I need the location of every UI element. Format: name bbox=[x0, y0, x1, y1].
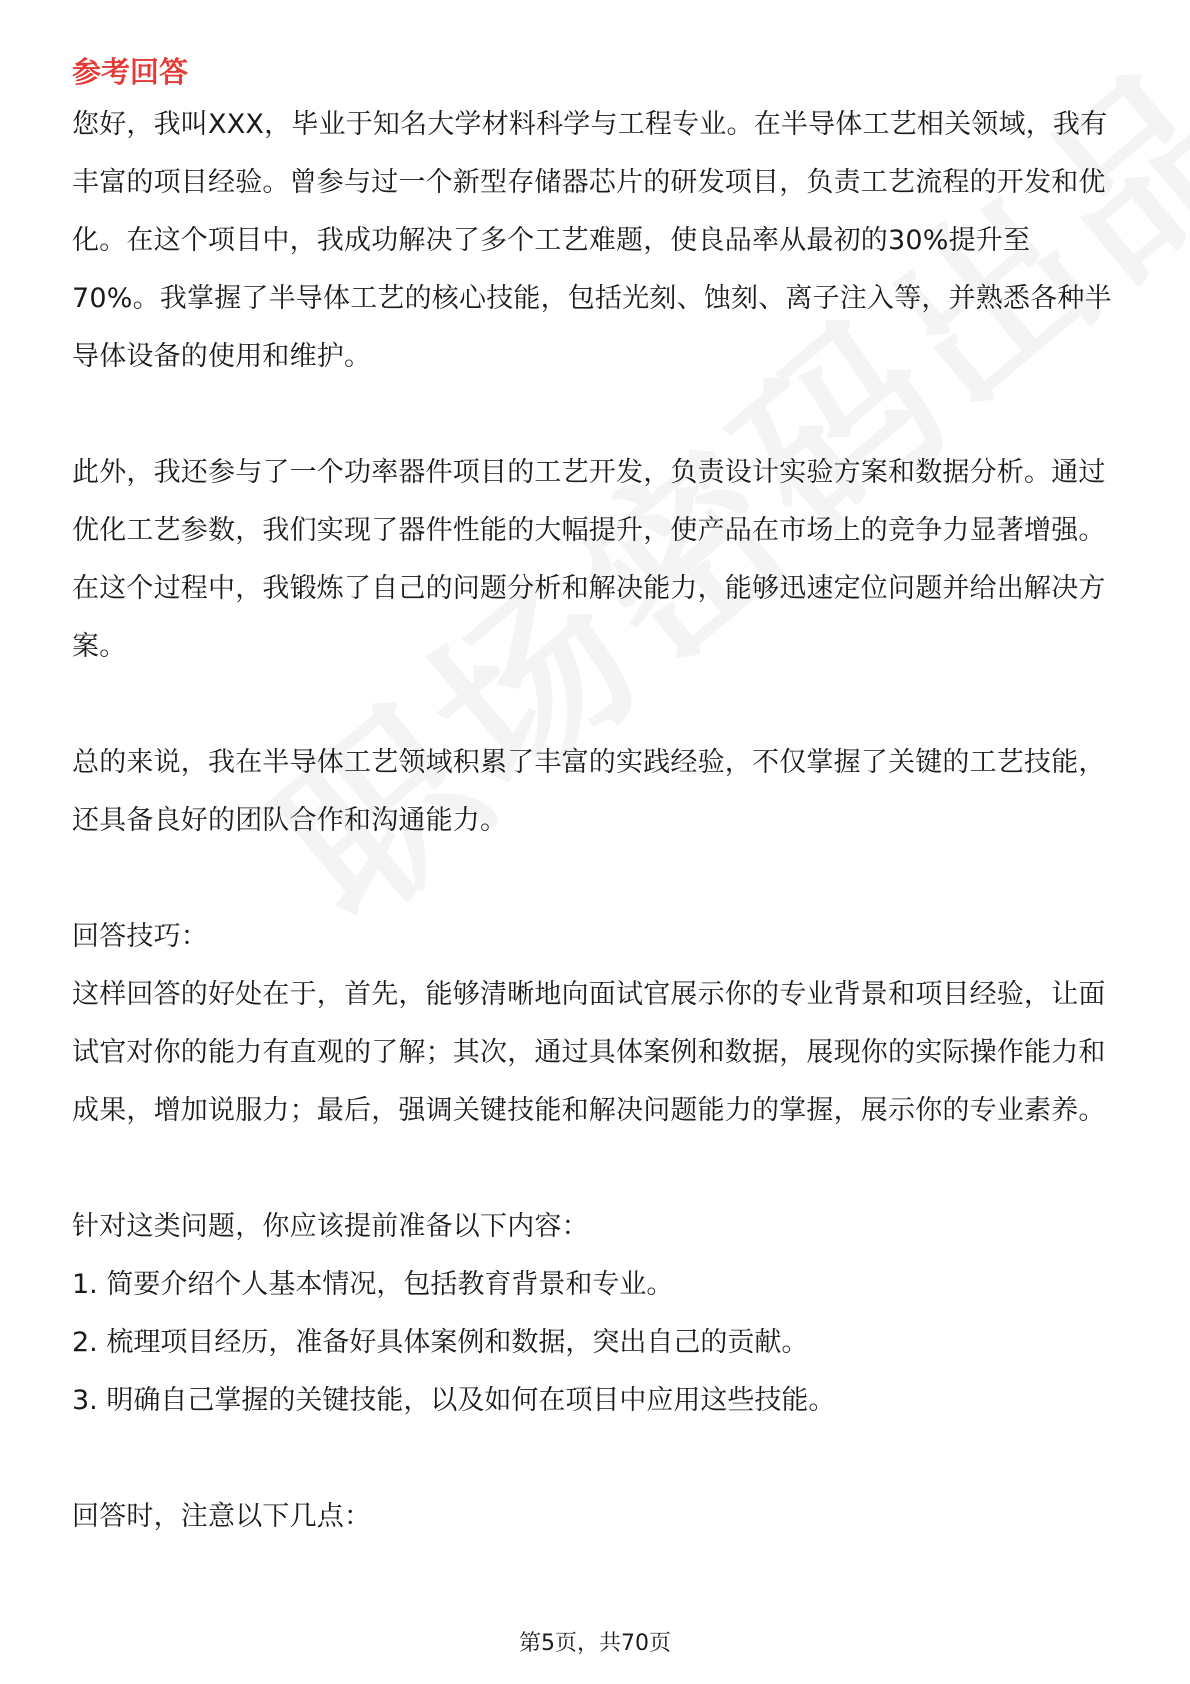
spacer bbox=[72, 850, 1118, 908]
prep-title: 针对这类问题，你应该提前准备以下内容： bbox=[72, 1211, 589, 1242]
document-page bbox=[72, 48, 1118, 1546]
page-number-footer: 第5页，共70页 bbox=[519, 1631, 671, 1656]
prep-item-2: 2. 梳理项目经历，准备好具体案例和数据，突出自己的贡献。 bbox=[72, 1327, 809, 1358]
tips-text: 这样回答的好处在于，首先，能够清晰地向面试官展示你的专业背景和项目经验，让面试官对你的能力有直观的了解；其次，通过具体案例和数据，展现你的实际操作能力和成果，增加说服力；最后，强调关键技能和解决问题能力的掌握，展示你的专业素养。 bbox=[72, 979, 1106, 1126]
spacer bbox=[72, 1430, 1118, 1488]
spacer bbox=[72, 676, 1118, 734]
section-heading: 参考回答 bbox=[72, 55, 189, 89]
prep-item-1: 1. 简要介绍个人基本情况，包括教育背景和专业。 bbox=[72, 1269, 674, 1300]
answer-paragraph-3: 总的来说，我在半导体工艺领域积累了丰富的实践经验，不仅掌握了关键的工艺技能，还具备良好的团队合作和沟通能力。 bbox=[72, 747, 1106, 836]
answer-paragraph-2: 此外，我还参与了一个功率器件项目的工艺开发，负责设计实验方案和数据分析。通过优化工艺参数，我们实现了器件性能的大幅提升，使产品在市场上的竞争力显著增强。在这个过程中，我锻炼了自己的问题分析和解决能力，能够迅速定位问题并给出解决方案。 bbox=[72, 457, 1106, 662]
notes-title: 回答时，注意以下几点： bbox=[72, 1501, 372, 1532]
spacer bbox=[72, 1140, 1118, 1198]
spacer bbox=[72, 386, 1118, 444]
tips-title: 回答技巧： bbox=[72, 921, 208, 952]
prep-item-3: 3. 明确自己掌握的关键技能，以及如何在项目中应用这些技能。 bbox=[72, 1385, 836, 1416]
answer-paragraph-1: 您好，我叫XXX，毕业于知名大学材料科学与工程专业。在半导体工艺相关领域，我有丰富的项目经验。曾参与过一个新型存储器芯片的研发项目，负责工艺流程的开发和优化。在这个项目中，我成功解决了多个工艺难题，使良品率从最初的30%提升至70%。我掌握了半导体工艺的核心技能，包括光刻、蚀刻、离子注入等，并熟悉各种半导体设备的使用和维护。 bbox=[72, 109, 1112, 372]
